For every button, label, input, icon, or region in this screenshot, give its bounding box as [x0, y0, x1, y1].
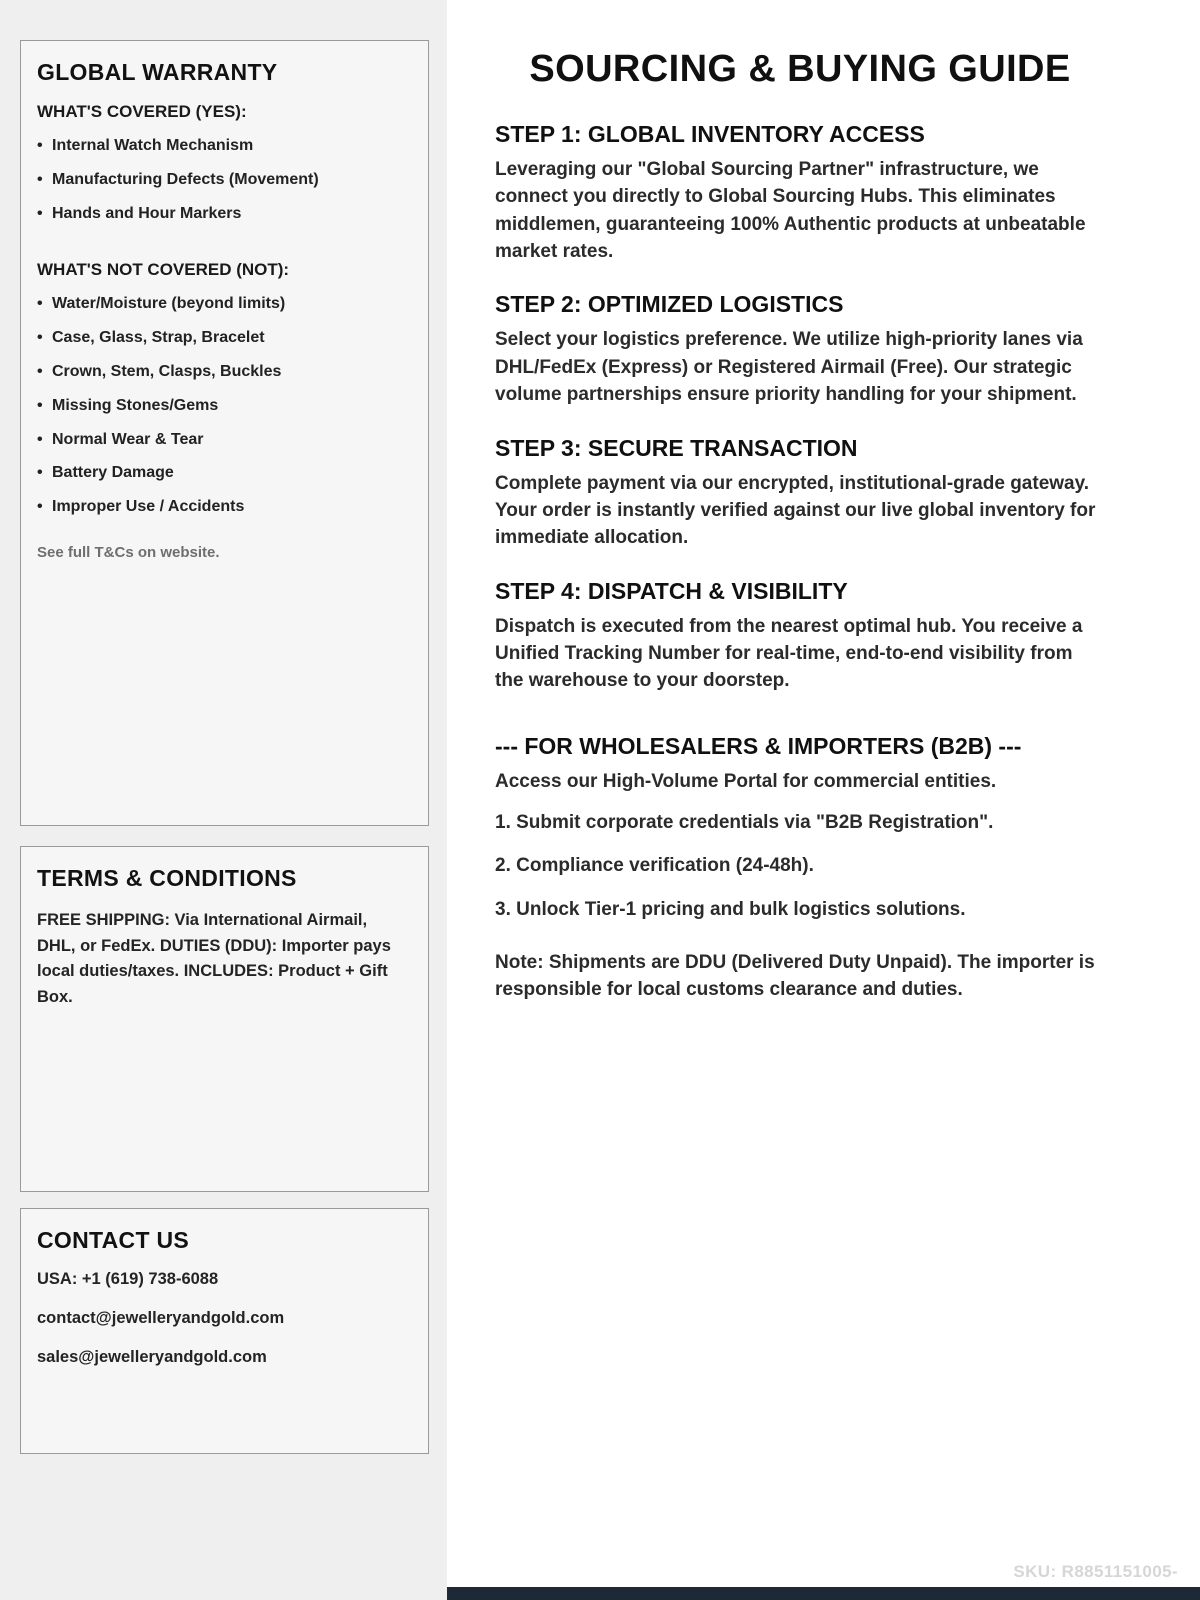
list-item: • Battery Damage — [37, 463, 408, 484]
contact-email-primary: contact@jewelleryandgold.com — [37, 1309, 285, 1327]
b2b-section — [495, 733, 1105, 1004]
contact-title: CONTACT US — [37, 1227, 190, 1253]
step-heading: STEP 3: SECURE TRANSACTION — [495, 434, 858, 461]
covered-list — [37, 136, 408, 224]
contact-section — [20, 1208, 429, 1454]
step-heading: STEP 2: OPTIMIZED LOGISTICS — [495, 291, 844, 318]
list-item: • Case, Glass, Strap, Bracelet — [37, 328, 408, 349]
step-4 — [495, 578, 1105, 695]
step-3 — [495, 435, 1105, 552]
list-item: • Improper Use / Accidents — [37, 497, 408, 518]
step-body: Complete payment via our encrypted, institutional-grade gateway. Your order is instantly verified against our live global inventory for immediate allocation. — [495, 472, 1096, 549]
b2b-note: Note: Shipments are DDU (Delivered Duty Unpaid). The importer is responsible for local customs clearance and duties. — [495, 952, 1095, 1001]
list-item: • Manufacturing Defects (Movement) — [37, 170, 408, 191]
warranty-section — [20, 40, 429, 826]
list-item: • Normal Wear & Tear — [37, 430, 408, 451]
step-body: Dispatch is executed from the nearest optimal hub. You receive a Unified Tracking Number for real-time, end-to-end visibility from the warehouse to your doorstep. — [495, 615, 1083, 692]
b2b-item: 2. Compliance verification (24-48h). — [495, 855, 814, 877]
list-item: • Crown, Stem, Clasps, Buckles — [37, 362, 408, 383]
step-heading: STEP 4: DISPATCH & VISIBILITY — [495, 577, 848, 604]
list-item: • Internal Watch Mechanism — [37, 136, 408, 157]
step-2 — [495, 291, 1105, 408]
terms-title: TERMS & CONDITIONS — [37, 865, 297, 891]
not-covered-title: WHAT'S NOT COVERED (NOT): — [37, 260, 290, 280]
step-heading: STEP 1: GLOBAL INVENTORY ACCESS — [495, 121, 925, 147]
step-1 — [495, 121, 1105, 265]
terms-section — [20, 846, 429, 1192]
contact-phone: USA: +1 (619) 738-6088 — [37, 1270, 219, 1288]
list-item: • Water/Moisture (beyond limits) — [37, 294, 408, 315]
step-body: Leveraging our "Global Sourcing Partner" infrastructure, we connect you directly to Global Sourcing Hubs. This eliminates middlemen, guaranteeing 100% Authentic products at unbeatable market rates. — [495, 159, 1086, 263]
b2b-intro: Access our High-Volume Portal for commercial entities. — [495, 770, 997, 792]
sidebar — [0, 0, 447, 1600]
not-covered-list — [37, 294, 408, 518]
warranty-footnote: See full T&Cs on website. — [37, 543, 220, 561]
warranty-title: GLOBAL WARRANTY — [37, 59, 278, 85]
b2b-heading: --- FOR WHOLESALERS & IMPORTERS (B2B) --- — [495, 732, 1022, 759]
main-content — [447, 0, 1200, 1600]
list-item: • Missing Stones/Gems — [37, 396, 408, 417]
page-title: SOURCING & BUYING GUIDE — [529, 48, 1071, 90]
b2b-item: 1. Submit corporate credentials via "B2B Registration". — [495, 812, 994, 834]
bottom-bar — [447, 1587, 1200, 1600]
list-item: • Hands and Hour Markers — [37, 204, 408, 225]
b2b-item: 3. Unlock Tier-1 pricing and bulk logistics solutions. — [495, 898, 966, 920]
sku-label: SKU: R8851151005- — [1013, 1562, 1178, 1581]
terms-body: FREE SHIPPING: Via International Airmail, DHL, or FedEx. DUTIES (DDU): Importer pays local duties/taxes. INCLUDES: Product + Gift Box. — [37, 911, 391, 1006]
covered-title: WHAT'S COVERED (YES): — [37, 102, 247, 121]
contact-email-sales: sales@jewelleryandgold.com — [37, 1348, 267, 1366]
step-body: Select your logistics preference. We utilize high-priority lanes via DHL/FedEx (Express) or Registered Airmail (Free). Our strategic volume partnerships ensure priority handling for your shipment. — [495, 329, 1083, 406]
